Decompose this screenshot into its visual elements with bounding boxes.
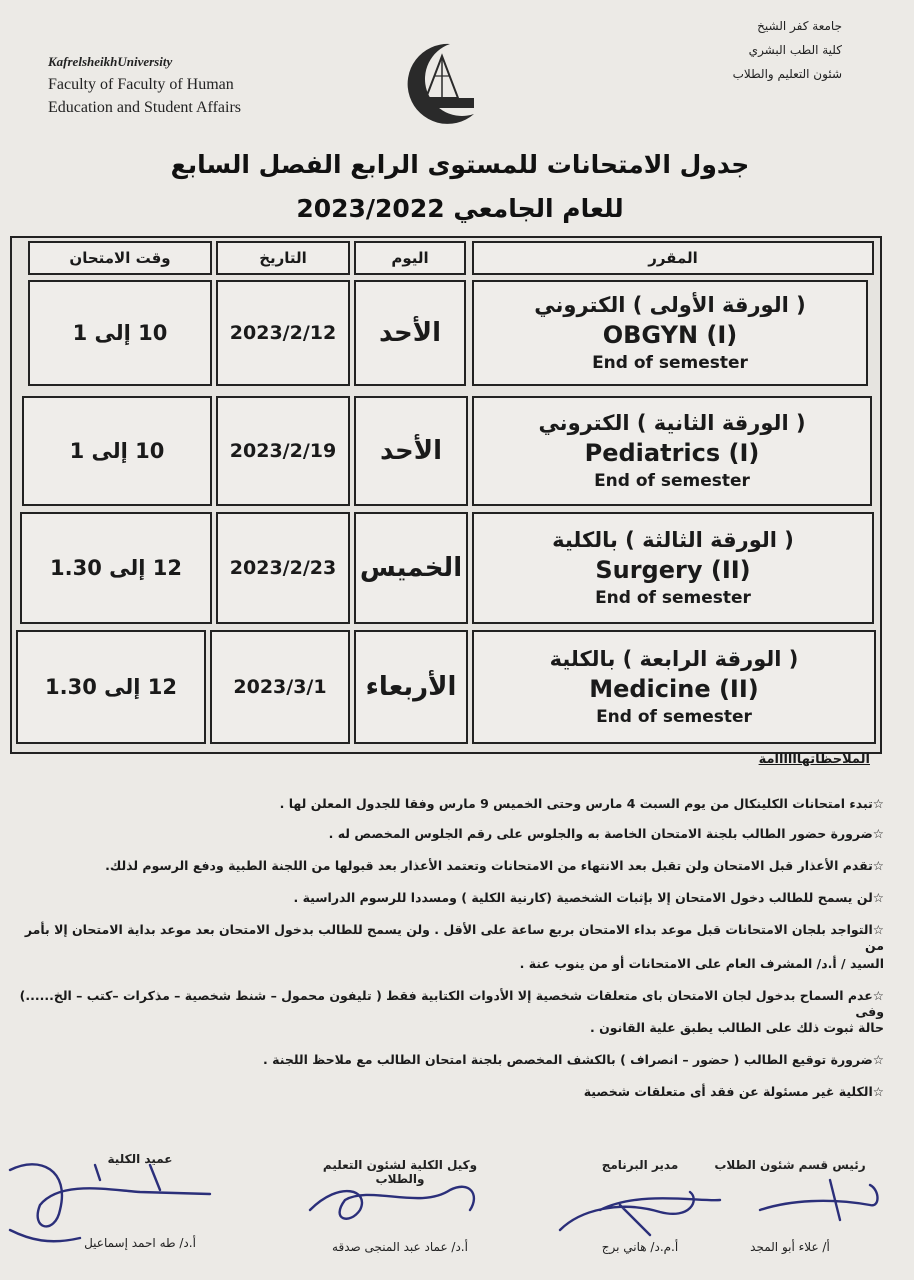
- semester-note: End of semester: [595, 588, 751, 608]
- table-row-course: [472, 630, 876, 744]
- table-row-day: الأربعاء: [354, 630, 468, 744]
- signature-role: عميد الكلية: [107, 1152, 173, 1166]
- table-row-course: [472, 512, 874, 624]
- note-item: ☆تبدء امتحانات الكلينكال من يوم السبت 4 مارس وحتى الخميس 9 مارس وفقا للجدول المعلن لها .: [279, 796, 884, 811]
- university-name-ar: جامعة كفر الشيخ: [757, 19, 842, 33]
- subject-name: Pediatrics (I): [584, 439, 760, 467]
- header-right: [622, 14, 842, 86]
- header-left: [48, 50, 241, 119]
- subject-name: OBGYN (I): [602, 321, 738, 349]
- table-row-day: الأحد: [354, 396, 468, 506]
- note-item: ☆ضرورة حضور الطالب بلجنة الامتحان الخاصة به والجلوس على رقم الجلوس المخصص له .: [328, 826, 884, 841]
- note-item: ☆ضرورة توقيع الطالب ( حضور – انصراف ) بالكشف المخصص بلجنة امتحان الطالب مع ملاحظ اللجنة .: [263, 1052, 884, 1067]
- signature-role: رئيس قسم شئون الطلاب: [714, 1158, 866, 1172]
- signature-role: وكيل الكلية لشئون التعليم والطلاب: [322, 1158, 478, 1186]
- exam-schedule-table: [10, 236, 882, 754]
- table-row-day: الخميس: [354, 512, 468, 624]
- notes-title: الملاحظاتهاااااامة: [758, 752, 870, 767]
- department-name-en: Education and Student Affairs: [48, 99, 241, 116]
- signature-name: أ.د/ عماد عبد المنجى صدقه: [332, 1240, 468, 1254]
- subject-name: Surgery (II): [595, 556, 751, 584]
- note-item: ☆الكلية غير مسئولة عن فقد أى متعلقات شخصية: [583, 1084, 884, 1099]
- header-date: التاريخ: [216, 241, 350, 275]
- table-row-date: 2023/3/1: [210, 630, 350, 744]
- page-title: جدول الامتحانات للمستوى الرابع الفصل السابع: [170, 150, 750, 179]
- note-item: ☆تقدم الأعذار قبل الامتحان ولن تقبل بعد الانتهاء من الامتحانات وتعتمد الأعذار بعد قبولها من اللجنة الطبية ودفع الرسوم لذلك.: [105, 858, 884, 873]
- note-item: ☆لن يسمح للطالب دخول الامتحان إلا بإثبات الشخصية (كارنية الكلية ) ومسددا للرسوم الدراسية .: [293, 890, 884, 905]
- note-item: ☆التواجد بلجان الامتحانات قبل موعد بداء الامتحان بربع ساعة على الأقل . ولن يسمح للطالب بدخول الامتحان بعد موعد بداية الامتحان إلا بأمر من: [24, 922, 884, 953]
- table-row-date: 2023/2/12: [216, 280, 350, 386]
- header-time: وقت الامتحان: [28, 241, 212, 275]
- table-row-time: 12 إلى 1.30: [20, 512, 212, 624]
- signature-name: أ.د/ طه احمد إسماعيل: [84, 1236, 196, 1250]
- note-item: السيد / أ.د/ المشرف العام على الامتحانات أو من ينوب عنة .: [519, 956, 884, 971]
- table-row-date: 2023/2/23: [216, 512, 350, 624]
- signature-name: أ/ علاء أبو المجد: [750, 1240, 830, 1254]
- header-day: اليوم: [354, 241, 466, 275]
- table-row-time: 10 إلى 1: [22, 396, 212, 506]
- semester-note: End of semester: [596, 707, 752, 727]
- faculty-name-en: Faculty of Faculty of Human: [48, 76, 234, 93]
- faculty-name-ar: كلية الطب البشري: [748, 43, 842, 57]
- table-row-day: الأحد: [354, 280, 466, 386]
- signature-role: مدير البرنامج: [601, 1158, 679, 1172]
- subject-name: Medicine (II): [589, 675, 759, 703]
- university-name-en: KafrelsheikhUniversity: [48, 54, 173, 69]
- university-logo-icon: [392, 36, 492, 126]
- semester-note: End of semester: [594, 471, 750, 491]
- note-item: حالة ثبوت ذلك على الطالب يطبق علية القانون .: [590, 1020, 884, 1035]
- semester-note: End of semester: [592, 353, 748, 373]
- paper-label: ( الورقة الرابعة ) بالكلية: [549, 647, 799, 671]
- department-name-ar: شئون التعليم والطلاب: [732, 67, 842, 81]
- signature-name: أ.م.د/ هاني برج: [601, 1240, 679, 1254]
- paper-label: ( الورقة الأولى ) الكتروني: [534, 293, 806, 317]
- academic-year-title: للعام الجامعي 2023/2022: [296, 194, 624, 223]
- header-course: المقرر: [472, 241, 874, 275]
- note-item: ☆عدم السماح بدخول لجان الامتحان باى متعلقات شخصية إلا الأدوات الكتابية فقط ( تليفون محمول – شنط شخصية – مذكرات –كتب – الخ......) وفى: [19, 988, 884, 1019]
- table-row-time: 12 إلى 1.30: [16, 630, 206, 744]
- paper-label: ( الورقة الثالثة ) بالكلية: [552, 528, 794, 552]
- table-row-course: [472, 280, 868, 386]
- table-row-time: 10 إلى 1: [28, 280, 212, 386]
- handwritten-signatures: [0, 1150, 914, 1270]
- table-row-date: 2023/2/19: [216, 396, 350, 506]
- paper-label: ( الورقة الثانية ) الكتروني: [538, 411, 806, 435]
- table-row-course: [472, 396, 872, 506]
